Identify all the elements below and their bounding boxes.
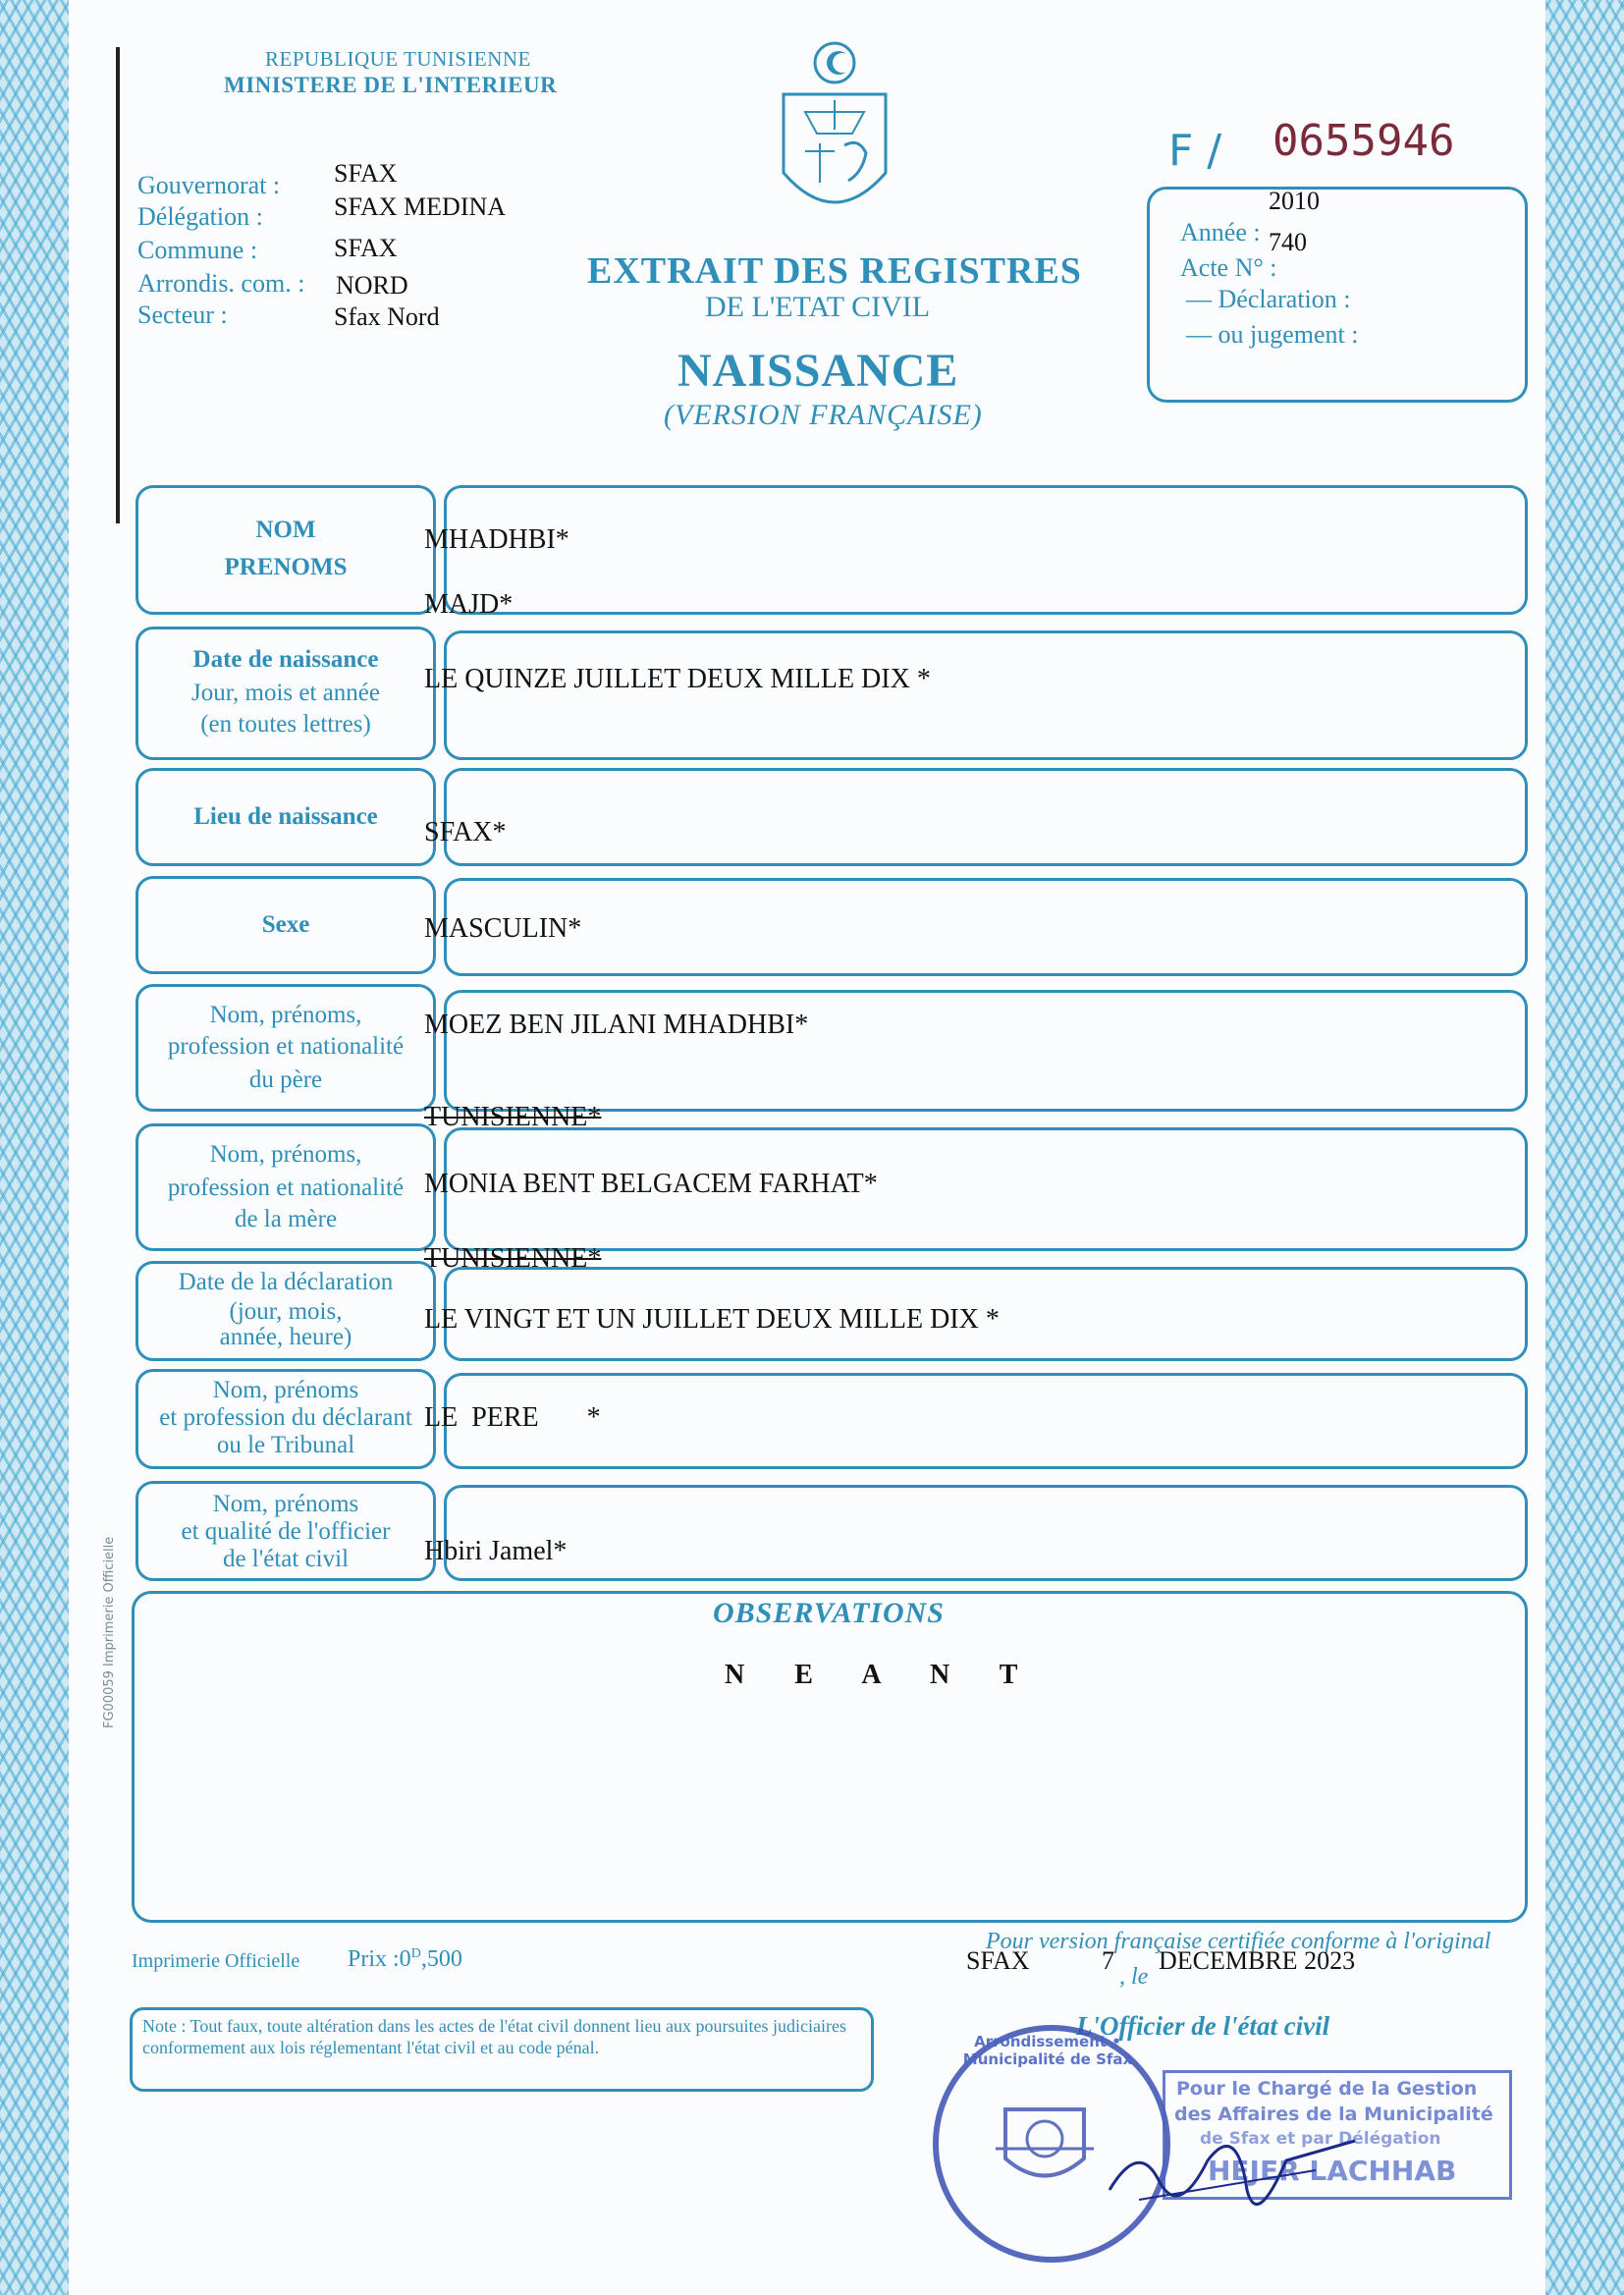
document-title: EXTRAIT DES REGISTRES: [587, 250, 1082, 292]
legal-note: Note : Tout faux, toute altération dans les actes de l'état civil donnent lieu aux poursuites judiciaires conformement aux lois réglementant l'état civil et au code pénal.: [130, 2007, 874, 2092]
printer-side-mark: FG00059 Imprimerie Officielle: [102, 1536, 117, 1728]
certified-le: , le: [1119, 1964, 1149, 1990]
delegation-label: Délégation :: [137, 202, 263, 231]
mother-label: Nom, prénoms,: [209, 1141, 362, 1168]
delegation-value: SFAX MEDINA: [334, 192, 507, 221]
round-stamp-text: Arrondissement • Municipalité de Sfax: [962, 2033, 1133, 2068]
declaration-date-label: Date de la déclaration: [178, 1269, 394, 1295]
name-label-box: [135, 485, 436, 615]
left-security-border: [0, 0, 69, 2295]
printer-label: Imprimerie Officielle: [132, 1950, 300, 1972]
stamp-line-2: des Affaires de la Municipalité: [1174, 2104, 1493, 2125]
declarant-sublabel-2: ou le Tribunal: [216, 1432, 355, 1458]
price-currency: D: [410, 1946, 421, 1961]
father-value-box: [444, 990, 1528, 1112]
right-security-border: [1545, 0, 1624, 2295]
officer-value-box: [444, 1485, 1528, 1581]
nom-label: NOM: [255, 517, 316, 543]
nom-value: MHADHBI*: [424, 524, 569, 555]
declaration-date-sublabel: (jour, mois,: [229, 1298, 343, 1325]
signature: [1100, 2102, 1375, 2239]
price-value: ,500: [420, 1946, 462, 1972]
document-type: NAISSANCE: [677, 345, 959, 397]
declaration-date-value: LE VINGT ET UN JUILLET DEUX MILLE DIX *: [424, 1304, 1000, 1335]
secteur-label: Secteur :: [137, 301, 228, 329]
declaration-label: — Déclaration :: [1186, 285, 1351, 313]
ministry-heading: MINISTERE DE L'INTERIEUR: [224, 73, 558, 97]
observations-value: N E A N T: [725, 1660, 1040, 1690]
birth-place-value-box: [444, 768, 1528, 866]
document-version: (VERSION FRANÇAISE): [664, 399, 983, 431]
secteur-value: Sfax Nord: [334, 302, 440, 331]
father-name-value: MOEZ BEN JILANI MHADHBI*: [424, 1010, 809, 1040]
sex-value-box: [444, 878, 1528, 976]
serial-prefix: F /: [1168, 126, 1222, 176]
declaration-date-sublabel-2: année, heure): [219, 1324, 352, 1350]
stamp-emblem-icon: [986, 2080, 1104, 2198]
gouvernorat-value: SFAX: [334, 159, 398, 188]
declarant-value-box: [444, 1373, 1528, 1469]
republic-heading: REPUBLIQUE TUNISIENNE: [265, 47, 531, 71]
commune-label: Commune :: [137, 236, 258, 264]
declarant-label: Nom, prénoms: [212, 1377, 359, 1403]
annee-label: Année :: [1180, 218, 1261, 246]
officer-sublabel-2: de l'état civil: [222, 1546, 350, 1572]
acte-number-label: Acte N° :: [1180, 253, 1277, 282]
stamp-line-3: de Sfax et par Délégation: [1200, 2129, 1441, 2149]
birth-date-value-box: [444, 630, 1528, 760]
father-sublabel-2: du père: [248, 1066, 323, 1093]
mother-name-value: MONIA BENT BELGACEM FARHAT*: [424, 1169, 878, 1199]
prenoms-label: PRENOMS: [224, 554, 348, 580]
certified-day: 7: [1102, 1946, 1114, 1975]
birth-place-value: SFAX*: [424, 817, 507, 847]
declarant-value: LE PERE *: [424, 1402, 601, 1433]
arrondissement-label: Arrondis. com. :: [137, 269, 305, 298]
mother-nationality-value: TUNISIENNE*: [424, 1243, 602, 1274]
father-sublabel: profession et nationalité: [167, 1033, 405, 1060]
birth-date-sublabel: Jour, mois et année: [190, 680, 380, 706]
officer-value: Hbiri Jamel*: [424, 1536, 568, 1566]
observations-box: [132, 1591, 1528, 1923]
birth-date-sublabel-2: (en toutes lettres): [200, 711, 371, 738]
price-label: Prix :0: [348, 1946, 411, 1972]
father-nationality-value: TUNISIENNE*: [424, 1102, 602, 1132]
officer-title: L'Officier de l'état civil: [1076, 2011, 1330, 2041]
birth-place-label: Lieu de naissance: [193, 803, 378, 830]
officer-sublabel: et qualité de l'officier: [181, 1518, 391, 1545]
sex-value: MASCULIN*: [424, 913, 582, 944]
gouvernorat-label: Gouvernorat :: [137, 171, 281, 199]
birth-date-label: Date de naissance: [192, 646, 379, 673]
serial-number: 0655946: [1272, 116, 1455, 166]
officer-label: Nom, prénoms: [212, 1491, 359, 1517]
certified-month-year: DECEMBRE 2023: [1159, 1946, 1356, 1975]
jugement-label: — ou jugement :: [1186, 320, 1359, 349]
name-value-box: [444, 485, 1528, 615]
margin-rule: [116, 47, 120, 523]
mother-sublabel: profession et nationalité: [167, 1175, 405, 1201]
stamp-name: HEJER LACHHAB: [1208, 2155, 1457, 2187]
document-subtitle: DE L'ETAT CIVIL: [705, 291, 931, 323]
certified-place: SFAX: [966, 1946, 1030, 1975]
arrondissement-value: NORD: [336, 271, 408, 300]
prenoms-value: MAJD*: [424, 589, 514, 620]
stamp-line-1: Pour le Chargé de la Gestion: [1176, 2078, 1478, 2100]
declarant-sublabel: et profession du déclarant: [159, 1404, 412, 1431]
mother-sublabel-2: de la mère: [234, 1206, 338, 1232]
birth-date-value: LE QUINZE JUILLET DEUX MILLE DIX *: [424, 664, 931, 694]
annee-value: 2010: [1269, 187, 1320, 215]
observations-title: OBSERVATIONS: [713, 1597, 945, 1629]
sex-label: Sexe: [261, 911, 310, 938]
father-label: Nom, prénoms,: [209, 1002, 362, 1028]
commune-value: SFAX: [334, 234, 398, 262]
certified-statement: Pour version française certifiée conforme à l'original: [986, 1929, 1491, 1954]
price: [348, 1946, 462, 1973]
acte-number-value: 740: [1269, 228, 1307, 256]
coat-of-arms-icon: [766, 35, 903, 232]
